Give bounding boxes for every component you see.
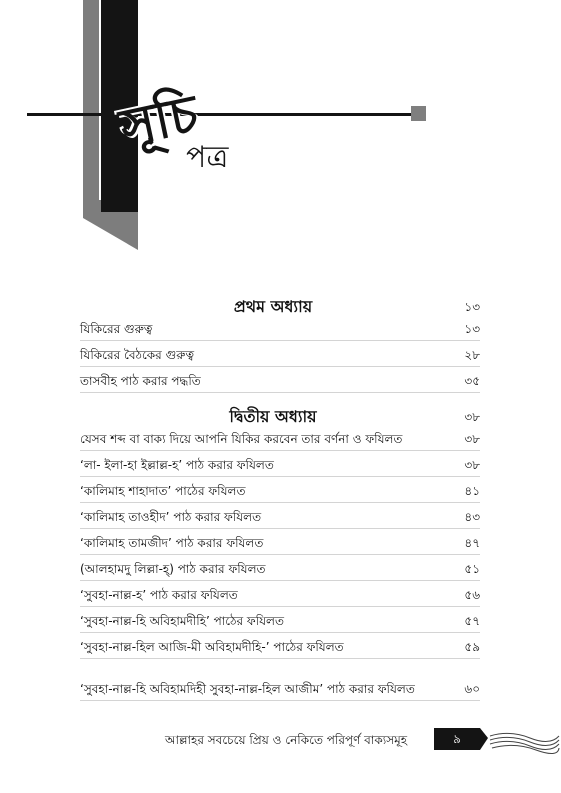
toc-page-number: ২৮ bbox=[464, 348, 480, 362]
toc-page-number: ৩৫ bbox=[464, 374, 480, 388]
toc-page-number: ১৩ bbox=[464, 300, 480, 314]
toc-entry-title: ‘সুবহা-নাল্ল-হি অবিহামদিহী সুবহা-নাল্ল-হিল আজীম’ পাঠ করার ফযিলত bbox=[80, 682, 415, 696]
table-of-contents bbox=[80, 283, 480, 701]
toc-entry[interactable] bbox=[80, 659, 480, 701]
toc-page-number: ৫৬ bbox=[464, 588, 480, 602]
header-rule-square bbox=[411, 106, 426, 121]
toc-entry[interactable] bbox=[80, 503, 480, 529]
toc-entry[interactable] bbox=[80, 529, 480, 555]
toc-page-number: ৫৭ bbox=[464, 614, 480, 628]
toc-entry-title: যেসব শব্দ বা বাক্য দিয়ে আপনি যিকির করবেন তার বর্ণনা ও ফযিলত bbox=[80, 432, 403, 446]
page-title-main: সূচি bbox=[114, 83, 204, 159]
toc-entry[interactable] bbox=[80, 315, 480, 341]
decorative-swash-icon bbox=[480, 726, 560, 756]
toc-entry-title: ‘সুবহা-নাল্ল-হ’ পাঠ করার ফযিলত bbox=[80, 588, 238, 602]
toc-entry[interactable] bbox=[80, 367, 480, 393]
toc-entry[interactable] bbox=[80, 425, 480, 451]
toc-page-number: ৪৭ bbox=[464, 536, 480, 550]
page-title-sub: পত্র bbox=[186, 140, 229, 175]
toc-entry-title: তাসবীহ পাঠ করার পদ্ধতি bbox=[80, 374, 201, 388]
toc-entry-title: যিকিরের বৈঠকের গুরুত্ব bbox=[80, 348, 194, 362]
toc-page-number: ৩৮ bbox=[464, 410, 480, 424]
toc-entry-title: যিকিরের গুরুত্ব bbox=[80, 322, 153, 336]
toc-entry-title: ‘কালিমাহ শাহাদাত’ পাঠের ফযিলত bbox=[80, 484, 246, 498]
toc-chapter-title: দ্বিতীয় অধ্যায় bbox=[229, 407, 317, 426]
toc-entry-title: (আলহামদু লিল্লা-হ্) পাঠ করার ফযিলত bbox=[80, 562, 266, 576]
header-rule bbox=[27, 113, 412, 116]
toc-entry-title: ‘কালিমাহ তাওহীদ’ পাঠ করার ফযিলত bbox=[80, 510, 262, 524]
toc-entry-title: ‘কালিমাহ তামজীদ’ পাঠ করার ফযিলত bbox=[80, 536, 264, 550]
toc-entry-title: ‘লা- ইলা-হা ইল্লাল্ল-হ’ পাঠ করার ফযিলত bbox=[80, 458, 274, 472]
toc-entry-title: ‘সুবহা-নাল্ল-হি অবিহামদীহি’ পাঠের ফযিলত bbox=[80, 614, 284, 628]
toc-page-number: ৪৩ bbox=[464, 510, 480, 524]
toc-page-number: ৫৯ bbox=[464, 640, 480, 654]
toc-page-number: ৪১ bbox=[464, 484, 480, 498]
toc-chapter-heading bbox=[80, 393, 480, 425]
toc-page-number: ৩৮ bbox=[464, 432, 480, 446]
toc-page-number: ৫১ bbox=[464, 562, 480, 576]
toc-entry[interactable] bbox=[80, 581, 480, 607]
toc-entry[interactable] bbox=[80, 341, 480, 367]
toc-page-number: ৬০ bbox=[464, 682, 480, 696]
toc-entry[interactable] bbox=[80, 555, 480, 581]
toc-entry[interactable] bbox=[80, 451, 480, 477]
toc-page-number: ১৩ bbox=[464, 322, 480, 336]
toc-entry[interactable] bbox=[80, 633, 480, 659]
toc-entry-title: ‘সুবহা-নাল্ল-হিল আজি-মী অবিহামদীহি-’ পাঠের ফযিলত bbox=[80, 640, 344, 654]
toc-entry[interactable] bbox=[80, 607, 480, 633]
toc-chapter-heading bbox=[80, 283, 480, 315]
toc-entry[interactable] bbox=[80, 477, 480, 503]
toc-page-number: ৩৮ bbox=[464, 458, 480, 472]
toc-chapter-title: প্রথম অধ্যায় bbox=[233, 297, 313, 316]
folio-page-number: ৯ bbox=[434, 728, 480, 750]
running-footer-title: আল্লাহর সবচেয়ে প্রিয় ও নেকিতে পরিপূর্ণ বাক্যসমূহ bbox=[165, 733, 408, 747]
